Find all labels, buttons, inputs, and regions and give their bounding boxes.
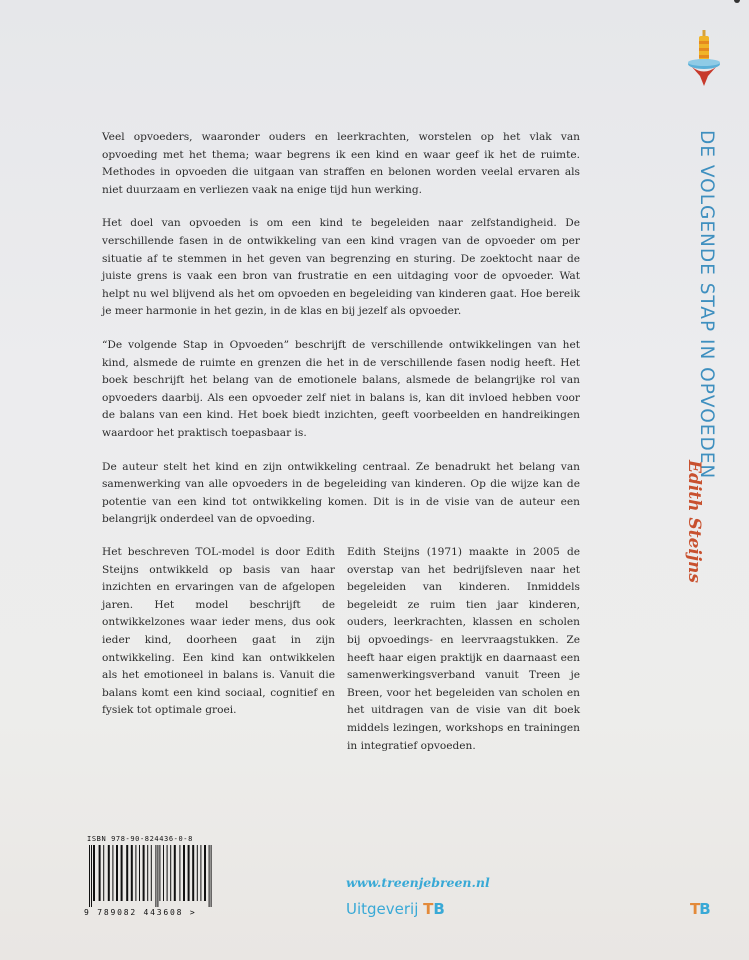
publisher-logo-b: B — [433, 900, 445, 918]
tol-model-paragraph: Het beschreven TOL-model is door Edith Steijns ontwikkeld op basis van haar inzichten en ervaringen van de afgelopen jaren. Het model beschrijft de ontwikkelzones waar ieder mens, dus ook ieder kind, doorheen gaat in zijn ontwikkeling. Een kind kan ontwikkelen als het emotioneel in balans is. Vanuit die balans komt een kind sociaal, cognitief en fysiek tot optimale groei. — [102, 546, 335, 717]
publisher-logo-t: T — [423, 900, 434, 918]
spine-title: DE VOLGENDE STAP IN OPVOEDEN — [696, 130, 717, 480]
spine-logo-b: B — [699, 900, 710, 918]
website-link[interactable]: www.treenjebreen.nl — [346, 875, 490, 890]
isbn-label: ISBN 978-90-824436-0-8 — [87, 835, 193, 843]
spine-logo-t: T — [690, 900, 700, 918]
spinning-top-icon — [686, 28, 722, 92]
spine-author: Edith Steijns — [684, 460, 704, 583]
spine-publisher-logo — [690, 900, 710, 918]
publisher-name — [346, 900, 445, 918]
blurb-paragraph-3: “De volgende Stap in Opvoeden” beschrijft de verschillende ontwikkelingen van het kind, alsmede de ruimte en grenzen die het in de verschillende fasen nodig heeft. Het boek beschrijft het belang van de emotionele balans, alsmede de belangrijke rol van opvoeders daarbij. Als een opvoeder zelf niet in balans is, kan dit invloed hebben voor de balans van een kind. Het boek biedt inzichten, geeft voorbeelden en handreikingen waardoor het praktisch toepasbaar is. — [102, 338, 580, 439]
blurb-paragraph-1: Veel opvoeders, waaronder ouders en leerkrachten, worstelen op het vlak van opvoeding met het thema; waar begrens ik een kind en waar geef ik het de ruimte. Methodes in opvoeden die uitgaan van straffen en belonen worden veelal ervaren als niet duurzaam en verliezen vaak na enige tijd hun werking. — [102, 131, 580, 196]
blurb-paragraph-2: Het doel van opvoeden is om een kind te begeleiden naar zelfstandigheid. De verschillende fasen in de ontwikkeling van een kind vragen van de opvoeder om per situatie af te stemmen in het geven van begrenzing en sturing. De zoektocht naar de juiste grens is vaak een bron van frustratie en een uitdaging voor de opvoeder. Wat helpt nu wel blijvend als het om opvoeden en begeleiding van kinderen gaat. Hoe bereik je meer harmonie in het gezin, in de klas en bij jezelf als opvoeder. — [102, 217, 580, 318]
tol-model-description — [102, 544, 335, 736]
blurb-paragraph-4: De auteur stelt het kind en zijn ontwikkeling centraal. Ze benadrukt het belang van samenwerking van alle opvoeders in de begeleiding van kinderen. Op die wijze kan de potentie van een kind tot ontwikkeling komen. Dit is in de visie van de auteur een belangrijk onderdeel van de opvoeding. — [102, 460, 580, 526]
corner-mark — [734, 0, 740, 3]
barcode-digits: 9 789082 443608 > — [84, 908, 197, 917]
publisher-logo — [423, 900, 445, 918]
author-bio — [347, 544, 580, 771]
author-bio-paragraph: Edith Steijns (1971) maakte in 2005 de overstap van het bedrijfsleven naar het begeleiden van kinderen. Inmiddels begeleidt ze ruim tien jaar kinderen, ouders, leerkrachten, klassen en scholen bij opvoedings- en leervraagstukken. Ze heeft haar eigen praktijk en daarnaast een samenwerkingsverband vanuit Treen je Breen, voor het begeleiden van scholen en het uitdragen van de visie van dit boek middels lezingen, workshops en trainingen in integratief opvoeden. — [347, 546, 580, 752]
back-cover-blurb — [102, 129, 580, 545]
barcode — [87, 845, 221, 907]
publisher-word: Uitgeverij — [346, 900, 419, 918]
